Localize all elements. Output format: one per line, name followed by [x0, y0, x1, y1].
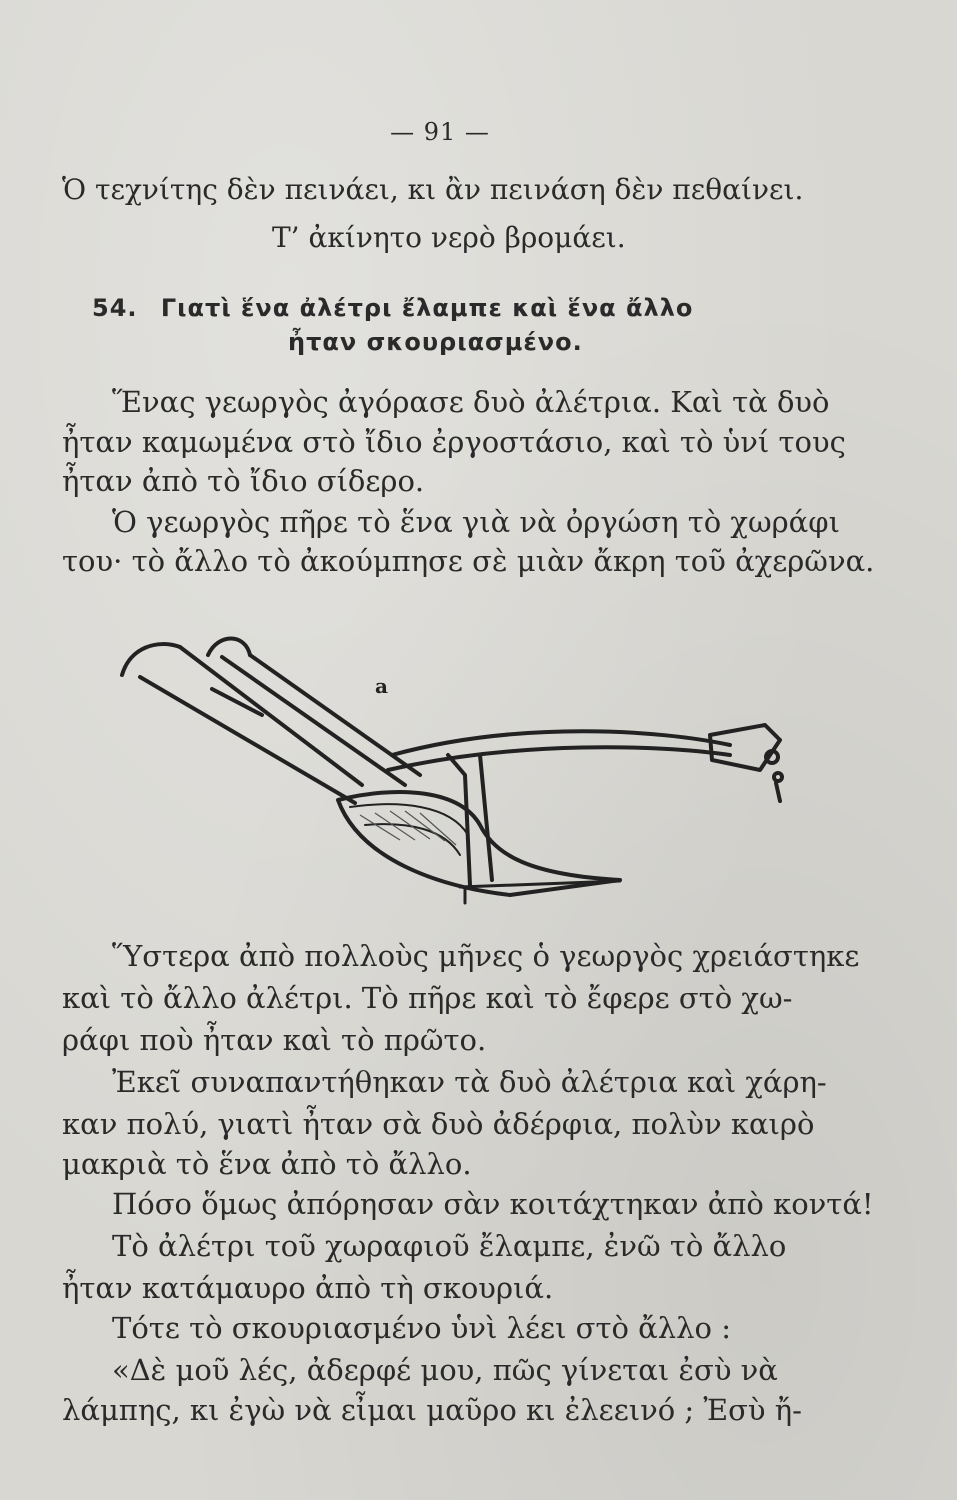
paragraph-1-line-3: ἦταν ἀπὸ τὸ ἴδιο σίδερο.	[62, 464, 425, 498]
left-handle	[122, 644, 180, 675]
right-handle	[208, 639, 250, 656]
paragraph-3-line-2: καὶ τὸ ἄλλο ἀλέτρι. Τὸ πῆρε καὶ τὸ ἔφερε στὸ χω-	[62, 981, 793, 1015]
standard	[448, 755, 470, 885]
paragraph-4-line-2: καν πολύ, γιατὶ ἦταν σὰ δυὸ ἀδέρφια, πολὺν καιρὸ	[62, 1107, 815, 1141]
story-number: 54.	[92, 294, 138, 322]
paragraph-1-line-2: ἦταν καμωμένα στὸ ἴδιο ἐργοστάσιο, καὶ τὸ ὑνί τους	[62, 425, 846, 459]
story-title-part-1: Γιατὶ ἕνα ἀλέτρι ἔλαμπε καὶ ἕνα ἄλλο	[160, 294, 694, 322]
story-title-part-2: ἦταν σκουριασμένο.	[288, 328, 583, 356]
paragraph-4-line-1: Ἐκεῖ συναπαντήθηκαν τὰ δυὸ ἀλέτρια καὶ χάρη-	[112, 1065, 827, 1099]
paragraph-3-line-1: Ὕστερα ἀπὸ πολλοὺς μῆνες ὁ γεωργὸς χρειάστηκε	[112, 939, 860, 973]
paragraph-4-line-3: μακριὰ τὸ ἕνα ἀπὸ τὸ ἄλλο.	[62, 1147, 472, 1181]
paragraph-5-line-2: Τὸ ἀλέτρι τοῦ χωραφιοῦ ἔλαμπε, ἐνῶ τὸ ἄλλο	[112, 1229, 787, 1263]
paragraph-2-line-1: Ὁ γεωργὸς πῆρε τὸ ἕνα γιὰ νὰ ὀργώση τὸ χωράφι	[112, 505, 840, 539]
proverb-line-1: Ὁ τεχνίτης δὲν πεινάει, κι ἂν πεινάση δὲν πεθαίνει.	[62, 173, 804, 206]
mouldboard	[338, 792, 620, 895]
paragraph-3-line-3: ράφι ποὺ ἦταν καὶ τὸ πρῶτο.	[62, 1023, 487, 1057]
paragraph-7-line-2: λάμπης, κι ἐγὼ νὰ εἶμαι μαῦρο κι ἐλεεινό ; Ἐσὺ ἤ-	[62, 1393, 802, 1427]
paragraph-7-line-1: «Δὲ μοῦ λές, ἀδερφέ μου, πῶς γίνεται ἐσὺ νὰ	[112, 1353, 778, 1387]
page-number: — 91 —	[390, 118, 490, 146]
figure-label: a	[375, 674, 388, 698]
paragraph-5-line-1: Πόσο ὅμως ἀπόρησαν σὰν κοιτάχτηκαν ἀπὸ κοντά!	[112, 1187, 874, 1221]
story-heading-line-1	[92, 294, 693, 322]
paragraph-6-line-1: Τότε τὸ σκουριασμένο ὑνὶ λέει στὸ ἄλλο :	[112, 1311, 731, 1345]
plough-illustration	[100, 625, 820, 915]
paragraph-2-line-2: του· τὸ ἄλλο τὸ ἀκούμπησε σὲ μιὰν ἄκρη τοῦ ἀχερῶνα.	[62, 544, 875, 578]
paragraph-1-line-1: Ἕνας γεωργὸς ἀγόρασε δυὸ ἀλέτρια. Καὶ τὰ δυὸ	[112, 385, 830, 419]
paragraph-5-line-3: ἦταν κατάμαυρο ἀπὸ τὴ σκουριά.	[62, 1271, 554, 1305]
proverb-line-2: Τ’ ἀκίνητο νερὸ βρομάει.	[272, 221, 626, 254]
